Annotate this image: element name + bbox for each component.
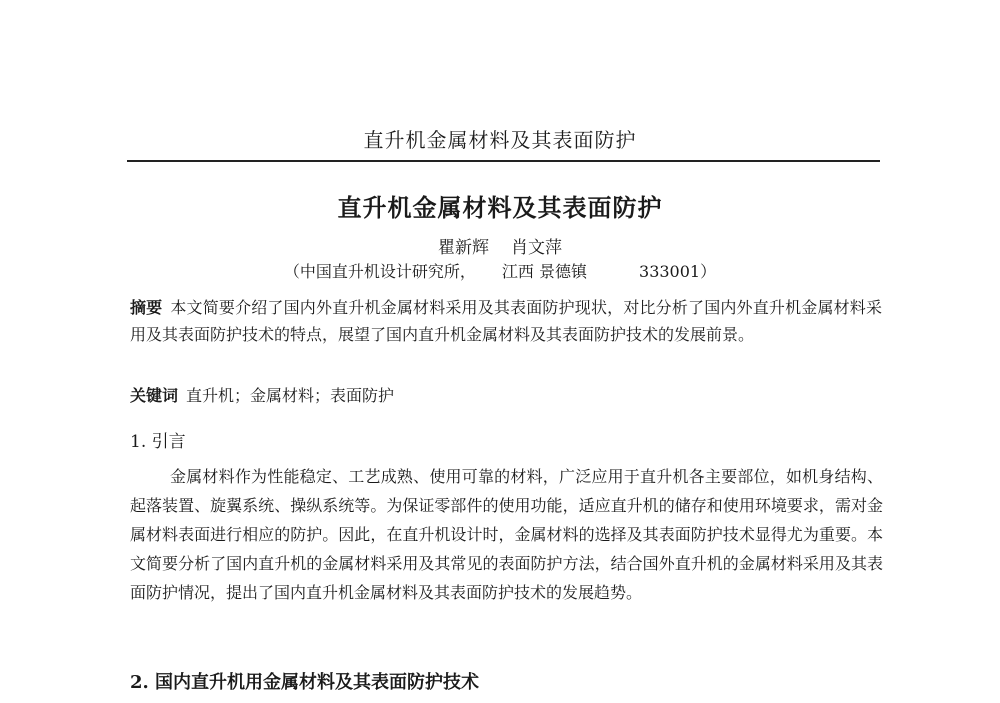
header-rule bbox=[127, 160, 880, 162]
keywords-label: 关键词 bbox=[130, 386, 179, 405]
section-heading-introduction: 1. 引言 bbox=[130, 432, 186, 452]
keywords bbox=[130, 383, 882, 406]
abstract-label: 摘要 bbox=[130, 298, 163, 317]
affiliation-institution: 中国直升机设计研究所， bbox=[299, 262, 476, 281]
running-header: 直升机金属材料及其表面防护 bbox=[363, 128, 637, 152]
authors bbox=[0, 233, 1000, 258]
abstract bbox=[130, 294, 882, 348]
affiliation bbox=[0, 259, 1000, 282]
keywords-text: 直升机；金属材料；表面防护 bbox=[186, 386, 395, 405]
affiliation-postal-code: 333001 bbox=[639, 262, 701, 281]
affiliation-location: 江西 景德镇 bbox=[501, 262, 588, 281]
section-heading-domestic-materials: 2. 国内直升机用金属材料及其表面防护技术 bbox=[130, 672, 480, 693]
paper-title: 直升机金属材料及其表面防护 bbox=[337, 193, 663, 222]
affiliation-close-paren: ） bbox=[700, 262, 717, 281]
author-name: 瞿新辉 bbox=[438, 238, 489, 258]
introduction-paragraph: 金属材料作为性能稳定、工艺成熟、使用可靠的材料，广泛应用于直升机各主要部位，如机身结构、起落装置、旋翼系统、操纵系统等。为保证零部件的使用功能，适应直升机的储存和使用环境要求，需对金属材料表面进行相应的防护。因此，在直升机设计时，金属材料的选择及其表面防护技术显得尤为重要。本文简要分析了国内直升机的金属材料采用及其常见的表面防护方法，结合国外直升机的金属材料采用及其表面防护情况，提出了国内直升机金属材料及其表面防护技术的发展趋势。 bbox=[130, 467, 883, 602]
abstract-text: 本文简要介绍了国内外直升机金属材料采用及其表面防护现状，对比分析了国内外直升机金属材料采用及其表面防护技术的特点，展望了国内直升机金属材料及其表面防护技术的发展前景。 bbox=[130, 298, 882, 344]
author-name: 肖文萍 bbox=[511, 238, 562, 258]
affiliation-open-paren: （ bbox=[283, 262, 300, 281]
